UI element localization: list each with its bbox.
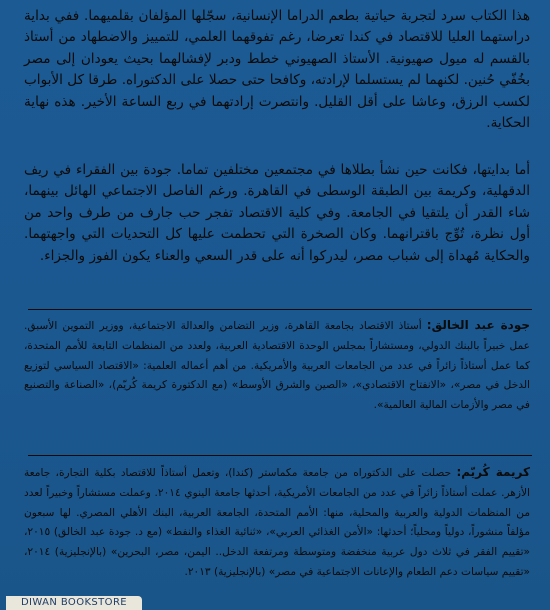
- author-name-gouda: جودة عبد الخالق:: [426, 318, 530, 332]
- intro-paragraph: هذا الكتاب سرد لتجربة حياتية بطعم الدراما الإنسانية، سجّلها المؤلفان بقلميهما. ففي بداية دراستهما العليا للاقتصاد في كندا تعرضا، رغم تفوقهما العلمي، للتمييز والاضطهاد من أستاذ بالقسم له ميول صهيونية. الأستاذ الصهيوني خطط ودبر لإفشالهما بحيث يعودان إلى مصر بخُفّي حُنين. لكنهما لم يستسلما لإرادته، وكافحا حتى حصلا على الدكتوراه. طرقا كل الأبواب لكسب الرزق، وعاشا على أقل القليل. وانتصرت إرادتهما في ربع الساعة الأخير. هذه نهاية الحكاية.: [24, 8, 530, 132]
- author-bio-text-gouda: أستاذ الاقتصاد بجامعة القاهرة، وزير التضامن والعدالة الاجتماعية، ووزير التموين الأسبق. عمل خبيراً بالبنك الدولي، ومستشاراً بمجلس الوحدة الاقتصادية العربية، ولعدد من المنظمات التابعة للأمم المتحدة، كما عمل أستاذاً زائراً في عدد من الجامعات العربية والأمريكية. من أهم أعماله العلمية: «الاقتصاد السياسي لتوزيع الدخل في مصر»، «الانفتاح الاقتصادي»، «الصين والشرق الأوسط» (مع الدكتورة كريمة كُريّم)، «الصناعة والتصنيع في مصر والأزمات المالية العالمية».: [24, 320, 530, 412]
- author-name-karima: كريمة كُريّم:: [456, 465, 530, 479]
- divider-bottom: [28, 455, 532, 456]
- divider-top: [28, 309, 532, 310]
- bookstore-sticker: DIWAN BOOKSTORE: [6, 596, 142, 610]
- author-bio-text-karima: حصلت على الدكتوراه من جامعة مكماستر (كندا)، وتعمل أستاذاً للاقتصاد بكلية التجارة، جامعة الأزهر. عملت أستاذاً زائراً في عدد من الجامعات الأمريكية، أحدثها جامعة الينوي ٢٠١٤. وعملت مستشاراً وخبيراً لعدد من المنظمات الدولية والعربية والمحلية، منها: الأمم المتحدة، الجامعة العربية، البنك الأهلي المصري. لها سبعون مؤلفاً منشوراً، دولياً ومحلياً؛ أحدثها: «الأمن الغذائي العربي»، «ثنائية الغذاء والنفط» (مع د. جودة عبد الخالق) ٢٠١٥، «تقييم الفقر في ثلاث دول عربية منخفضة ومتوسطة ومرتفعة الدخل.. اليمن، مصر، البحرين» (بالإنجليزية) ٢٠١٤، «تقييم سياسات دعم الطعام والإعانات الاجتماعية في مصر» (بالإنجليزية) ٢٠١٣.: [24, 467, 530, 578]
- author-bio-gouda: [24, 316, 530, 416]
- author-bio-karima: [24, 463, 530, 583]
- story-paragraph: أما بدايتها، فكانت حين نشأ بطلاها في مجتمعين مختلفين تماما. جودة بين الفقراء في ريف الدقهلية، وكريمة بين الطبقة الوسطى في القاهرة. ورغم الفاصل الاجتماعي الهائل بينهما، شاء القدر أن يلتقيا في الجامعة. وفي كلية الاقتصاد تفجر حب جارف من طرف واحد من أول نظرة، تُوِّج باقترانهما. وكان الصخرة التي تحطمت عليها كل التحديات التي واجهتهما. والحكاية مُهداة إلى شباب مصر، ليدركوا أنه على قدر السعي والعناء يكون الفوز والجزاء.: [24, 162, 530, 264]
